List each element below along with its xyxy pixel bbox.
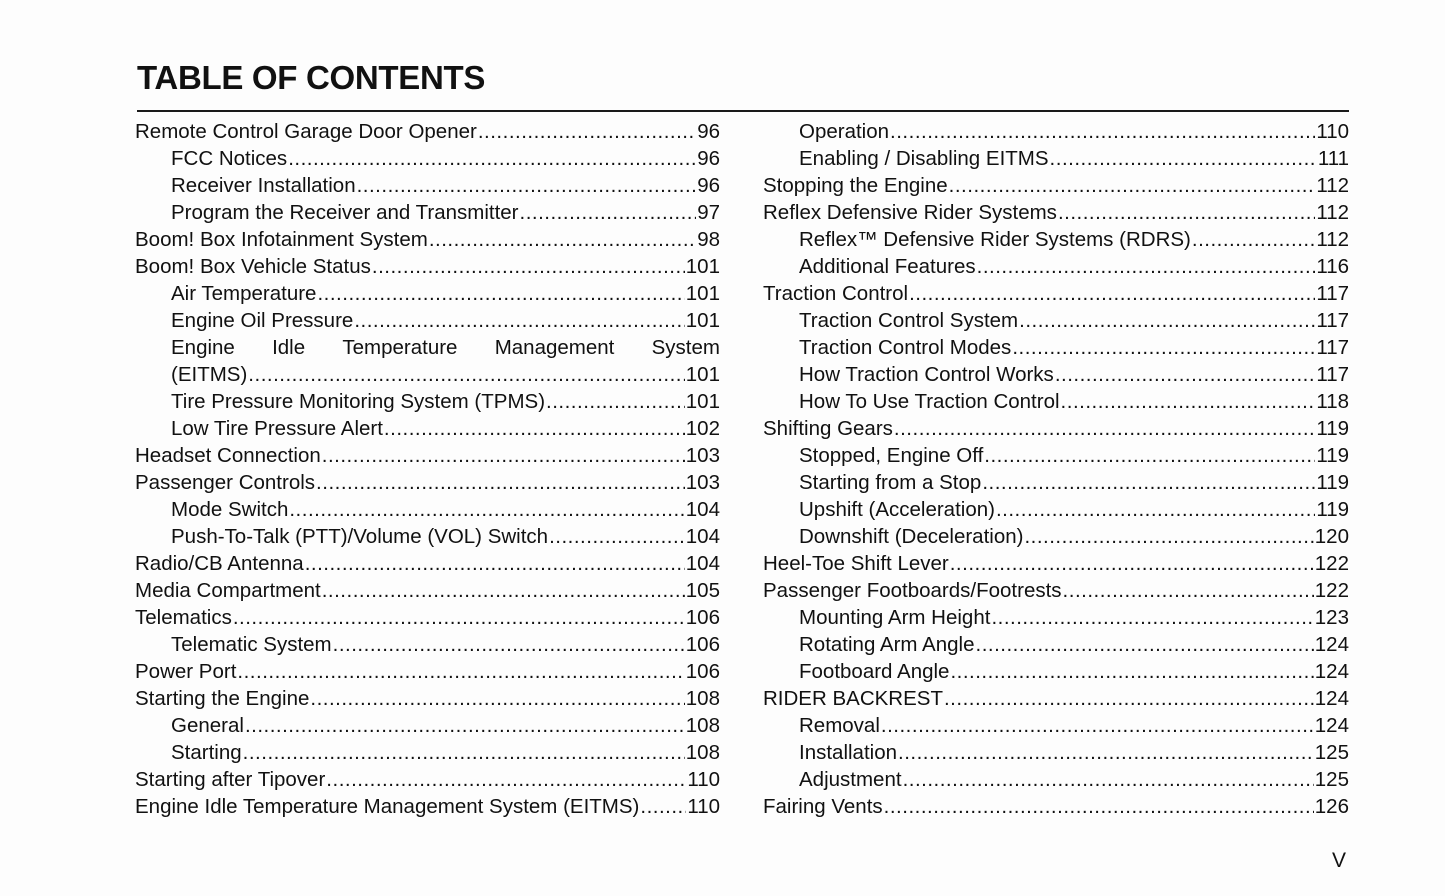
toc-entry[interactable] [763,280,1349,307]
toc-entry[interactable] [135,685,720,712]
toc-dot-leader [949,172,1316,199]
toc-dot-leader [950,658,1313,685]
page-number: V [1332,849,1347,872]
toc-entry[interactable] [135,469,720,496]
toc-entry-label: Power Port [135,660,237,683]
toc-dot-leader [288,145,696,172]
toc-entry-label: Additional Features [799,255,976,278]
toc-entry-label: Starting after Tipover [135,768,326,791]
toc-entry-label: (EITMS) [171,363,248,386]
toc-entry-label: Upshift (Acceleration) [799,498,995,521]
toc-entry-label: Traction Control [763,282,909,305]
toc-entry-page: 98 [697,228,720,251]
toc-dot-leader [1050,145,1317,172]
toc-dot-leader [1012,334,1315,361]
toc-entry[interactable] [135,415,720,442]
toc-entry-label: Passenger Footboards/Footrests [763,579,1062,602]
toc-entry[interactable] [763,793,1349,820]
toc-entry[interactable] [763,334,1349,361]
toc-entry[interactable] [135,712,720,739]
toc-entry[interactable] [135,253,720,280]
toc-entry-page: 106 [685,606,720,629]
toc-entry-label: Starting from a Stop [799,471,982,494]
toc-dot-leader [909,280,1315,307]
toc-dot-leader [996,496,1315,523]
toc-dot-leader [322,577,685,604]
toc-entry[interactable] [763,658,1349,685]
toc-entry-page: 104 [685,498,720,521]
toc-entry-page: 119 [1316,471,1349,494]
toc-entry[interactable] [763,523,1349,550]
toc-entry[interactable] [135,145,720,172]
toc-dot-leader [1192,226,1315,253]
toc-dot-leader [429,226,696,253]
toc-entry-label: FCC Notices [171,147,288,170]
toc-entry-page: 103 [685,471,720,494]
toc-entry-page: 103 [685,444,720,467]
toc-dot-leader [903,766,1314,793]
toc-entry-page: 105 [685,579,720,602]
toc-entry-page: 101 [685,309,720,332]
toc-entry-page: 108 [685,687,720,710]
toc-entry-label: Passenger Controls [135,471,316,494]
toc-entry[interactable] [135,604,720,631]
toc-entry-label: Boom! Box Vehicle Status [135,255,371,278]
toc-dot-leader [546,388,685,415]
toc-dot-leader [520,199,697,226]
toc-entry[interactable] [135,766,720,793]
toc-entry[interactable] [763,388,1349,415]
toc-entry-label: Shifting Gears [763,417,893,440]
toc-entry-label: Tire Pressure Monitoring System (TPMS) [171,390,546,413]
toc-entry-page: 106 [685,660,720,683]
toc-entry[interactable] [135,577,720,604]
toc-dot-leader [976,631,1314,658]
toc-entry[interactable] [763,253,1349,280]
toc-dot-leader [316,469,685,496]
toc-dot-leader [243,739,685,766]
toc-entry[interactable] [763,307,1349,334]
toc-entry-page: 96 [697,147,720,170]
toc-entry[interactable] [763,118,1349,145]
toc-entry[interactable] [763,577,1349,604]
toc-entry-page: 122 [1314,579,1349,602]
toc-entry-page: 124 [1314,687,1349,710]
toc-entry-label: Low Tire Pressure Alert [171,417,383,440]
toc-dot-leader [1019,307,1315,334]
toc-entry-label: Mounting Arm Height [799,606,991,629]
toc-dot-leader [984,442,1315,469]
toc-entry-page: 116 [1316,255,1349,278]
toc-entry-word: Temperature [342,336,458,359]
toc-entry-label: Program the Receiver and Transmitter [171,201,519,224]
toc-dot-leader [549,523,685,550]
toc-entry-label: Stopping the Engine [763,174,948,197]
toc-entry-label: Radio/CB Antenna [135,552,304,575]
toc-entry[interactable] [135,658,720,685]
toc-dot-leader [237,658,684,685]
toc-dot-leader [384,415,685,442]
toc-entry-label: Media Compartment [135,579,321,602]
toc-entry-label: How Traction Control Works [799,363,1054,386]
toc-entry-label: Installation [799,741,898,764]
toc-entry-label: Telematic System [171,633,332,656]
toc-entry[interactable] [135,307,720,334]
toc-entry-label: Engine Idle Temperature Management System (EITMS) [135,795,640,818]
toc-entry-page: 110 [687,795,720,818]
toc-entry-page: 124 [1314,633,1349,656]
toc-entry[interactable] [763,550,1349,577]
toc-dot-leader [245,712,685,739]
toc-entry-label: Engine Oil Pressure [171,309,354,332]
toc-entry[interactable] [763,469,1349,496]
toc-entry-page: 117 [1316,309,1349,332]
toc-entry-word: Engine [171,336,235,359]
toc-entry-label: Mode Switch [171,498,289,521]
toc-entry-page: 124 [1314,660,1349,683]
toc-entry[interactable] [135,550,720,577]
toc-dot-leader [478,118,696,145]
toc-entry-page: 112 [1316,228,1349,251]
toc-entry-label: Boom! Box Infotainment System [135,228,428,251]
toc-entry-page: 112 [1316,201,1349,224]
toc-entry-page: 119 [1316,444,1349,467]
toc-dot-leader [322,442,685,469]
toc-entry-page: 118 [1316,390,1349,413]
toc-entry-label: Remote Control Garage Door Opener [135,120,477,143]
toc-entry-page: 122 [1314,552,1349,575]
toc-dot-leader [333,631,685,658]
toc-entry-label: Traction Control Modes [799,336,1012,359]
toc-entry[interactable] [135,496,720,523]
toc-dot-leader [289,496,684,523]
toc-entry-label: Starting the Engine [135,687,310,710]
toc-entry-page: 101 [685,363,720,386]
toc-dot-leader [898,739,1314,766]
toc-entry-page: 110 [1316,120,1349,143]
toc-dot-leader [991,604,1313,631]
toc-dot-leader [890,118,1315,145]
toc-entry[interactable] [135,523,720,550]
toc-dot-leader [305,550,685,577]
toc-entry-label: Footboard Angle [799,660,950,683]
toc-entry[interactable] [135,280,720,307]
toc-entry-label: Traction Control System [799,309,1019,332]
toc-dot-leader [372,253,685,280]
page-title: TABLE OF CONTENTS [137,59,486,96]
toc-entry[interactable] [763,361,1349,388]
toc-entry[interactable] [763,199,1349,226]
toc-entry-page: 101 [685,282,720,305]
toc-dot-leader [1058,199,1315,226]
toc-entry[interactable] [135,199,720,226]
toc-entry-page: 125 [1314,741,1349,764]
toc-dot-leader [881,712,1314,739]
toc-entry-page: 111 [1317,147,1349,170]
toc-entry-label: Headset Connection [135,444,321,467]
toc-dot-leader [640,793,686,820]
toc-entry-page: 112 [1316,174,1349,197]
toc-entry-label [171,334,720,361]
toc-entry[interactable] [135,388,720,415]
toc-entry-page: 125 [1314,768,1349,791]
toc-entry[interactable] [763,604,1349,631]
toc-dot-leader [248,361,684,388]
toc-entry-page: 110 [687,768,720,791]
toc-entry-page: 126 [1314,795,1349,818]
toc-entry-label: Removal [799,714,880,737]
toc-entry-label: Telematics [135,606,232,629]
toc-entry[interactable] [763,739,1349,766]
toc-entry[interactable] [135,172,720,199]
toc-entry-label: Enabling / Disabling EITMS [799,147,1049,170]
toc-entry-label: Stopped, Engine Off [799,444,984,467]
toc-entry-label: Rotating Arm Angle [799,633,975,656]
toc-entry-page: 119 [1316,498,1349,521]
toc-entry[interactable] [135,361,720,388]
toc-entry[interactable] [135,793,720,820]
toc-entry[interactable] [763,145,1349,172]
toc-entry-page: 97 [697,201,720,224]
toc-entry-label: Fairing Vents [763,795,883,818]
toc-entry-word: Idle [272,336,306,359]
toc-entry-label: Starting [171,741,242,764]
toc-dot-leader [884,793,1314,820]
toc-dot-leader [950,550,1314,577]
toc-entry-word: System [651,336,720,359]
toc-dot-leader [357,172,697,199]
toc-entry-page: 96 [697,174,720,197]
toc-entry-label: Push-To-Talk (PTT)/Volume (VOL) Switch [171,525,549,548]
toc-dot-leader [982,469,1315,496]
toc-entry-label: How To Use Traction Control [799,390,1060,413]
toc-entry-page: 102 [685,417,720,440]
toc-entry-label: Heel-Toe Shift Lever [763,552,949,575]
toc-entry-label: Receiver Installation [171,174,356,197]
toc-entry-label: Operation [799,120,890,143]
toc-entry-page: 108 [685,714,720,737]
toc-entry[interactable] [135,118,720,145]
toc-entry-page: 106 [685,633,720,656]
toc-entry-page: 124 [1314,714,1349,737]
toc-dot-leader [944,685,1314,712]
toc-dot-leader [1061,388,1316,415]
toc-entry-label: RIDER BACKREST [763,687,943,710]
toc-entry[interactable] [763,712,1349,739]
toc-entry-label: Adjustment [799,768,902,791]
toc-entry-label: Reflex Defensive Rider Systems [763,201,1057,224]
toc-entry[interactable] [763,631,1349,658]
toc-entry[interactable] [135,442,720,469]
toc-entry-page: 120 [1314,525,1349,548]
toc-entry-page: 101 [685,390,720,413]
toc-entry-page: 119 [1316,417,1349,440]
toc-entry-page: 108 [685,741,720,764]
toc-entry[interactable] [763,496,1349,523]
toc-left-column [135,118,720,820]
toc-entry[interactable] [763,442,1349,469]
toc-dot-leader [1024,523,1313,550]
toc-entry[interactable] [763,415,1349,442]
toc-entry-page: 104 [685,525,720,548]
toc-right-column [763,118,1349,820]
toc-dot-leader [310,685,684,712]
toc-dot-leader [317,280,684,307]
toc-entry[interactable] [763,226,1349,253]
toc-dot-leader [1063,577,1314,604]
toc-entry-label: Air Temperature [171,282,317,305]
toc-dot-leader [233,604,685,631]
toc-entry-page: 104 [685,552,720,575]
toc-dot-leader [894,415,1315,442]
title-divider [137,110,1349,112]
toc-entry[interactable] [763,766,1349,793]
toc-dot-leader [326,766,686,793]
toc-dot-leader [354,307,684,334]
toc-dot-leader [977,253,1316,280]
toc-entry-page: 117 [1316,282,1349,305]
toc-entry-page: 123 [1314,606,1349,629]
toc-entry-word: Management [494,336,615,359]
toc-entry-page: 117 [1316,363,1349,386]
toc-entry[interactable] [135,631,720,658]
toc-entry[interactable] [135,334,720,361]
toc-entry[interactable] [763,172,1349,199]
toc-entry-label: Reflex™ Defensive Rider Systems (RDRS) [799,228,1191,251]
toc-entry-page: 101 [685,255,720,278]
toc-entry[interactable] [763,685,1349,712]
toc-dot-leader [1055,361,1316,388]
toc-entry-page: 117 [1316,336,1349,359]
toc-entry[interactable] [135,226,720,253]
toc-entry-page: 96 [697,120,720,143]
toc-entry-label: Downshift (Deceleration) [799,525,1024,548]
toc-entry-label: General [171,714,244,737]
toc-entry[interactable] [135,739,720,766]
